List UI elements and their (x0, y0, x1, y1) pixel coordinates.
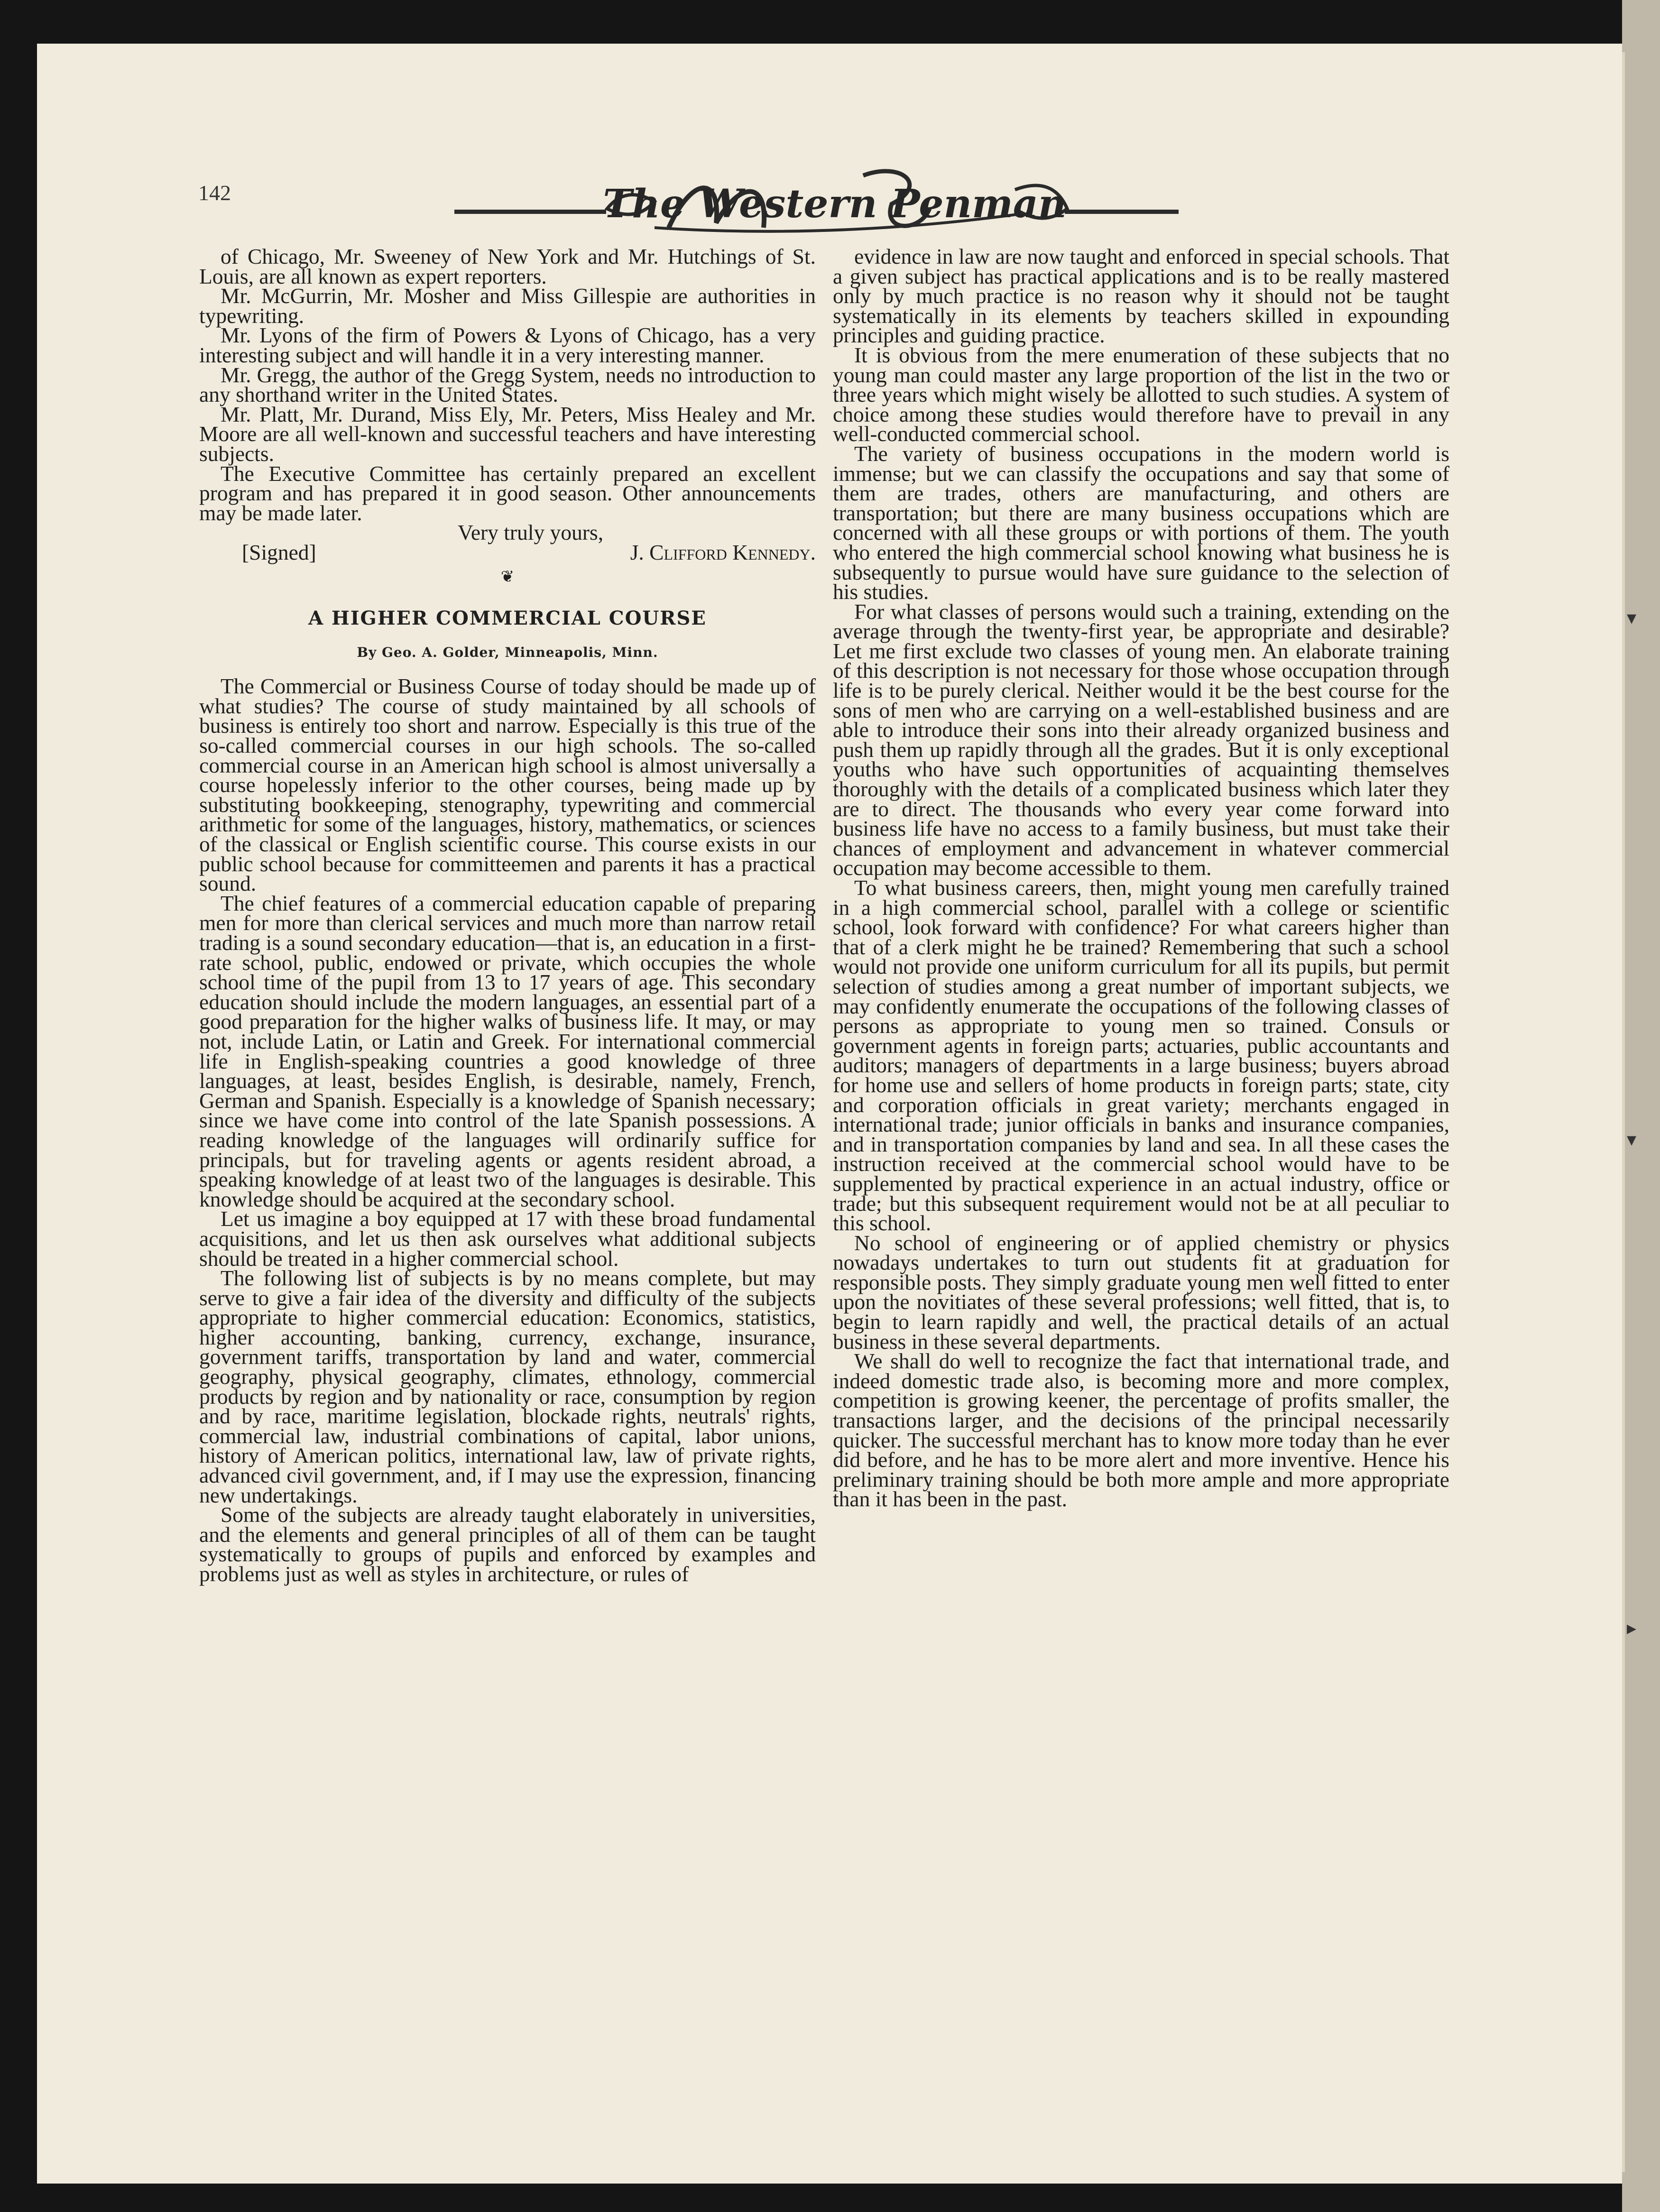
masthead-title: The Western Penman (603, 181, 1067, 227)
intro-paragraph: Mr. McGurrin, Mr. Mosher and Miss Gillespie are authorities in typewriting. (199, 284, 816, 328)
margin-mark: ▸ (1627, 1617, 1637, 1639)
intro-paragraph: Mr. Lyons of the firm of Powers & Lyons of Chicago, has a very interesting subject and will handle it in a very interesting manner. (199, 323, 816, 367)
intro-block (199, 244, 816, 525)
intro-paragraph: Mr. Platt, Mr. Durand, Miss Ely, Mr. Peters, Miss Healey and Mr. Moore are all well-known and successful teachers and have interesting subjects. (199, 402, 816, 466)
book-spine (1622, 0, 1660, 2212)
article-title: A HIGHER COMMERCIAL COURSE (308, 607, 707, 630)
article-block (199, 676, 816, 1584)
ornament-icon: ❦ (500, 568, 515, 586)
article-paragraph: The following list of subjects is by no means complete, but may serve to give a fair idea of the diversity and difficulty of the subjects appropriate to higher commercial education: Economics, statistics, higher accounting, banking, currency, exchange, insurance, government tariffs, transportation by land and water, commercial geography, physical geography, climates, ethnology, commercial products by region and by nationality or race, consumption by region and by race, maritime legislation, blockade rights, neutrals' rights, commercial law, industrial combinations of capital, labor unions, history of American politics, international law, law of private rights, advanced civil government, and, if I may use the expression, financing new undertakings. (199, 1266, 816, 1507)
intro-paragraph: Mr. Gregg, the author of the Gregg System, needs no introduction to any shorthand writer in the United States. (199, 362, 816, 407)
right-block (833, 244, 1449, 1512)
signed-label: [Signed] (242, 540, 316, 564)
right-column-paragraph: To what business careers, then, might young men carefully trained in a high commercial school, parallel with a college or scientific school, look forward with confidence? For what careers higher than that of a clerk might he be trained? Remembering that such a school would not provide one uniform curriculum for all its pupils, but permit selection of studies among a great number of important subjects, we may confidently enumerate the occupations of the following classes of persons as appropriate to young men so trained. Consuls or government agents in foreign parts; actuaries, public accountants and auditors; managers of departments in a large business; buyers abroad for home use and sellers of home products in foreign parts; state, city and corporation officials in great variety; merchants engaged in international trade; junior officials in banks and insurance companies, and in transportation companies by land and sea. In all these cases the instruction received at the commercial school would have to be supplemented by practical experience in an actual industry, office or trade; but this subsequent requirement would not be at all peculiar to this school. (833, 876, 1449, 1235)
signer-name: J. Clifford Kennedy. (630, 540, 816, 564)
right-column-paragraph: The variety of business occupations in the modern world is immense; but we can classify the occupations and say that some of them are trades, others are manufacturing, and others are transportation; but there are many business occupations which are concerned with all these groups or with portions of them. The youth who entered the high commercial school knowing what business he is subsequently to pursue would have sure guidance to the selection of his studies. (833, 441, 1449, 604)
article-byline: By Geo. A. Golder, Minneapolis, Minn. (357, 644, 658, 660)
right-column-paragraph: It is obvious from the mere enumeration of these subjects that no young man could master any large proportion of the list in the two or three years which might wisely be allotted to such studies. A system of choice among these studies would therefore have to prevail in any well-conducted commercial school. (833, 342, 1449, 446)
page-number: 142 (198, 181, 231, 205)
intro-paragraph: The Executive Committee has certainly prepared an excellent program and has prepared it in good season. Other announcements may be made later. (199, 461, 816, 525)
article-paragraph: Let us imagine a boy equipped at 17 with these broad fundamental acquisitions, and let us then ask ourselves what additional subjects should be treated in a higher commercial school. (199, 1207, 816, 1271)
closing-line: Very truly yours, (458, 520, 604, 545)
header-rule-right (1065, 210, 1179, 214)
right-column-paragraph: No school of engineering or of applied chemistry or physics nowadays undertakes to turn out students fit at graduation for responsible posts. They simply graduate young men well fitted to enter upon the novitiates of these several professions; well fitted, that is, to begin to learn rapidly and well, the practical details of an actual business in these several departments. (833, 1230, 1449, 1354)
masthead-logo (598, 157, 1072, 251)
intro-paragraph: of Chicago, Mr. Sweeney of New York and Mr. Hutchings of St. Louis, are all known as expert reporters. (199, 244, 816, 288)
right-column-paragraph: We shall do well to recognize the fact that international trade, and indeed domestic trade also, is becoming more and more complex, competition is growing keener, the percentage of profits smaller, the transactions larger, and the decisions of the principal necessarily quicker. The successful merchant has to know more today than he ever did before, and he has to be more alert and more inventive. Hence his preliminary training should be both more ample and more appropriate than it has been in the past. (833, 1349, 1449, 1512)
right-column-paragraph: evidence in law are now taught and enforced in special schools. That a given subject has practical applications and is to be really mastered only by much practice is no reason why it should not be taught systematically in its elements by teachers skilled in expounding principles and guiding practice. (833, 244, 1449, 348)
article-paragraph: The Commercial or Business Course of today should be made up of what studies? The course of study maintained by all schools of business is entirely too short and narrow. Especially is this true of the so-called commercial courses in our high schools. The so-called commercial course in an American high school is almost universally a course hopelessly inferior to the other courses, being made up by substituting bookkeeping, stenography, typewriting and commercial arithmetic for some of the languages, history, mathematics, or sciences of the classical or English scientific course. This course exists in our public school because for committeemen and parents it has a practical sound. (199, 674, 816, 896)
header-rule-left (454, 210, 606, 214)
article-paragraph: The chief features of a commercial education capable of preparing men for more than clerical services and much more than narrow retail trading is a sound secondary education—that is, an education in a first-rate school, public, endowed or private, which occupies the whole school time of the pupil from 13 to 17 years of age. This secondary education should include the modern languages, an essential part of a good preparation for the higher walks of business life. It may, or may not, include Latin, or Latin and Greek. For international commercial life in English-speaking countries a good knowledge of three languages, at least, besides English, is desirable, namely, French, German and Spanish. Especially is a knowledge of Spanish necessary; since we have come into control of the late Spanish possessions. A reading knowledge of the languages will ordinarily suffice for principals, but for traveling agents or agents resident abroad, a speaking knowledge of at least two of the languages is desirable. This knowledge should be acquired at the secondary school. (199, 891, 816, 1211)
right-column (833, 244, 1449, 1512)
margin-mark: ▾ (1627, 607, 1637, 629)
masthead-logo-svg (598, 157, 1072, 251)
margin-mark: ▾ (1627, 1129, 1637, 1151)
signature-line (199, 540, 816, 564)
right-column-paragraph: For what classes of persons would such a training, extending on the average through the twenty-first year, be appropriate and desirable? Let me first exclude two classes of young men. An elaborate training of this description is not necessary for those whose occupation through life is to be purely clerical. Neither would it be the best course for the sons of men who are carrying on a well-established business and are able to introduce their sons into their already organized business and push them up rapidly through all the grades. But it is only exceptional youths who have such opportunities of acquainting themselves thoroughly with the details of a complicated business which later they are to direct. The thousands who every year come forward into business life have no access to a family business, but must take their chances of employment and advancement in whatever commercial occupation may become accessible to them. (833, 599, 1449, 880)
article-paragraph: Some of the subjects are already taught elaborately in universities, and the elements and general principles of all of them can be taught systematically to groups of pupils and enforced by examples and problems just as well as styles in architecture, or rules of (199, 1502, 816, 1586)
left-column (199, 244, 816, 1586)
